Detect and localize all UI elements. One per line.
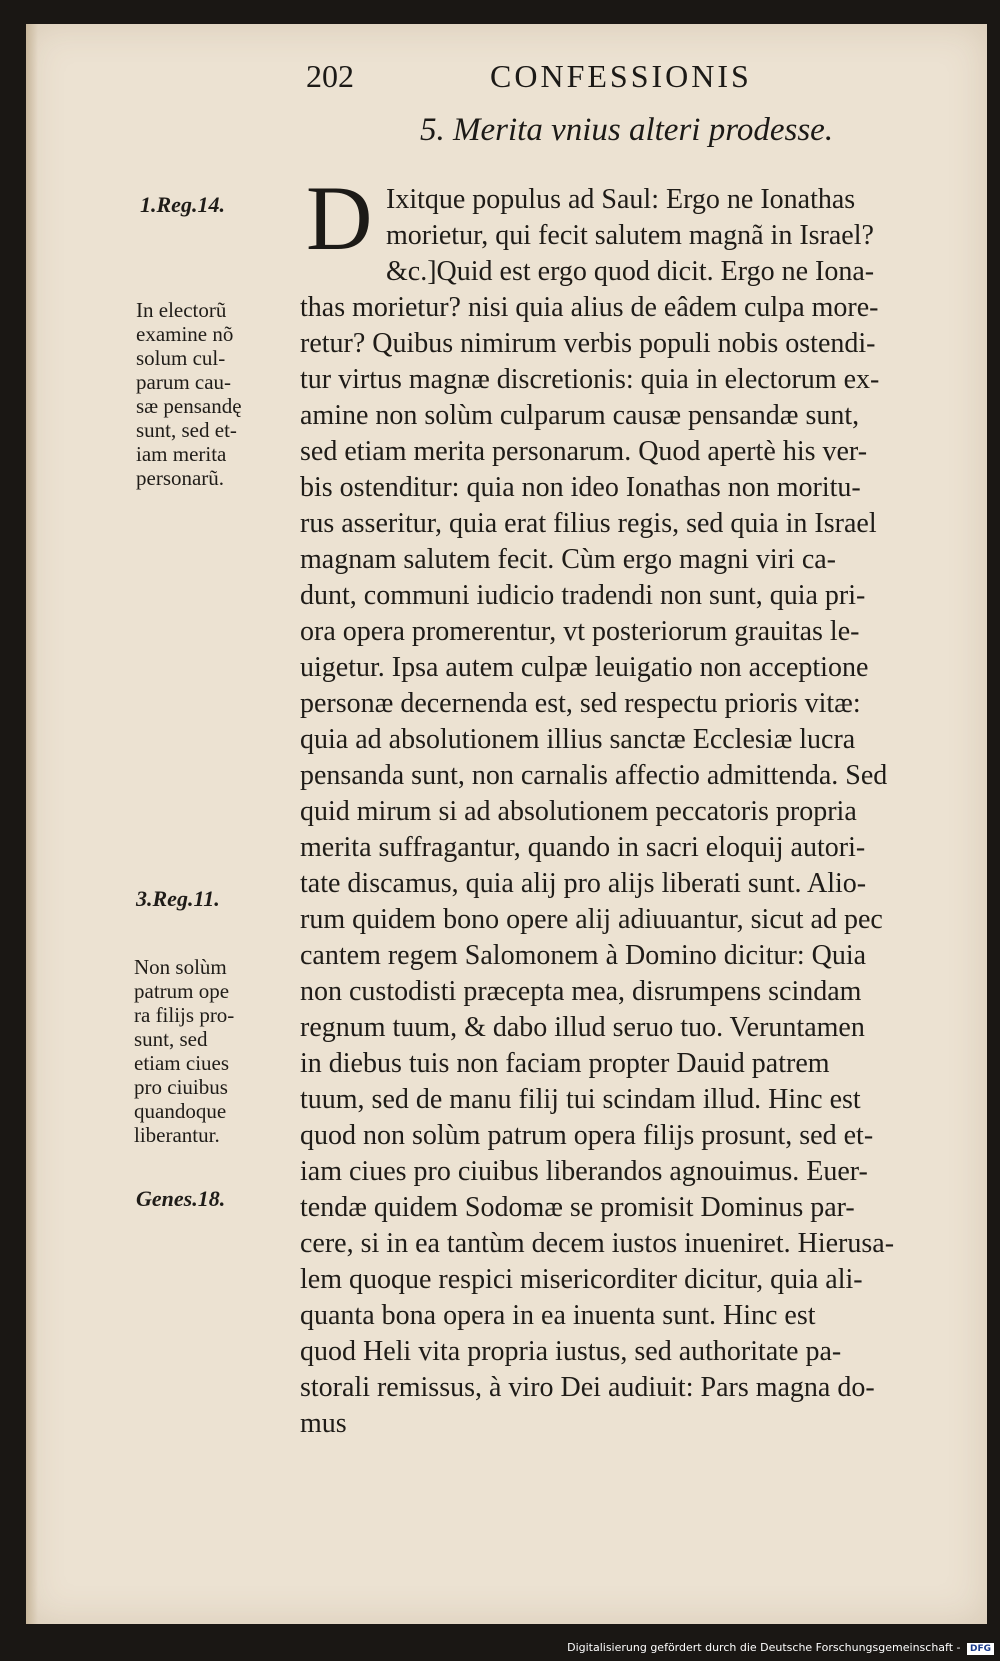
digitization-credit xyxy=(567,1641,994,1655)
text-line: pensanda sunt, non carnalis affectio admittenda. Sed xyxy=(300,760,888,791)
text-line: Ixitque populus ad Saul: Ergo ne Ionathas xyxy=(386,184,856,215)
text-line: quid mirum si ad absolutionem peccatoris propria xyxy=(300,796,857,827)
margin-reference-3 xyxy=(136,1186,225,1212)
text-line: quanta bona opera in ea inuenta sunt. Hinc est xyxy=(300,1300,816,1331)
text-line: quod non solùm patrum opera filijs prosunt, sed et- xyxy=(300,1120,874,1151)
margin-note-line: iam merita xyxy=(136,442,227,466)
text-line: uigetur. Ipsa autem culpæ leuigatio non acceptione xyxy=(300,652,869,683)
text-line: morietur, qui fecit salutem magnã in Israel? xyxy=(386,220,874,251)
text-line: rus asseritur, quia erat filius regis, sed quia in Israel xyxy=(300,508,877,539)
page-header xyxy=(0,58,1000,102)
margin-note-line: sæ pensandę xyxy=(136,394,242,418)
text-line: rum quidem bono opere alij adiuuantur, sicut ad pec xyxy=(300,904,883,935)
text-line: quia ad absolutionem illius sanctæ Ecclesiæ lucra xyxy=(300,724,856,755)
margin-note-line: patrum ope xyxy=(134,979,230,1003)
text-line: sed etiam merita personarum. Quod apertè his ver- xyxy=(300,436,868,467)
text-line: non custodisti præcepta mea, disrumpens scindam xyxy=(300,976,862,1007)
text-line: magnam salutem fecit. Cùm ergo magni viri ca- xyxy=(300,544,836,575)
text-line: cantem regem Salomonem à Domino dicitur: Quia xyxy=(300,940,867,971)
text-line: dunt, communi iudicio tradendi non sunt, quia pri- xyxy=(300,580,866,611)
page-gutter-shadow xyxy=(26,24,38,1624)
margin-note-line: liberantur. xyxy=(134,1123,220,1147)
margin-note-line: Non solùm xyxy=(134,955,227,979)
text-line: tate discamus, quia alij pro alijs liberati sunt. Alio- xyxy=(300,868,867,899)
margin-reference-2-text: 3.Reg.11. xyxy=(136,886,220,911)
running-title: CONFESSIONIS xyxy=(490,58,752,94)
text-line: regnum tuum, & dabo illud seruo tuo. Veruntamen xyxy=(300,1012,865,1043)
margin-note-line: sunt, sed et- xyxy=(136,418,237,442)
drop-cap-initial: D xyxy=(306,167,373,269)
text-line: merita suffragantur, quando in sacri eloquij autori- xyxy=(300,832,866,863)
margin-note-2 xyxy=(134,955,234,1147)
text-line: lem quoque respici misericorditer dicitur, quia ali- xyxy=(300,1264,863,1295)
text-line: amine non solùm culparum causæ pensandæ sunt, xyxy=(300,400,860,431)
text-line: mus xyxy=(300,1408,347,1439)
margin-reference-3-text: Genes.18. xyxy=(136,1186,226,1211)
page-number: 202 xyxy=(306,58,354,94)
text-line: quod Heli vita propria iustus, sed authoritate pa- xyxy=(300,1336,842,1367)
margin-note-line: In electorũ xyxy=(136,298,227,322)
text-line: ora opera promerentur, vt posteriorum grauitas le- xyxy=(300,616,860,647)
text-line: iam ciues pro ciuibus liberandos agnouimus. Euer- xyxy=(300,1156,868,1187)
text-line: bis ostenditur: quia non ideo Ionathas non moritu- xyxy=(300,472,861,503)
margin-note-line: solum cul- xyxy=(136,346,226,370)
margin-note-line: sunt, sed xyxy=(134,1027,208,1051)
text-line: storali remissus, à viro Dei audiuit: Pars magna do- xyxy=(300,1372,875,1403)
dfg-logo: DFG xyxy=(967,1643,994,1655)
text-line: &c.]Quid est ergo quod dicit. Ergo ne Iona- xyxy=(386,256,875,287)
margin-note-1 xyxy=(136,298,242,490)
text-line: tur virtus magnæ discretionis: quia in electorum ex- xyxy=(300,364,880,395)
text-line: tendæ quidem Sodomæ se promisit Dominus par- xyxy=(300,1192,855,1223)
margin-note-line: personarũ. xyxy=(136,466,225,490)
margin-reference-2 xyxy=(136,886,220,912)
text-line: tuum, sed de manu filij tui scindam illud. Hinc est xyxy=(300,1084,861,1115)
text-line: retur? Quibus nimirum verbis populi nobis ostendi- xyxy=(300,328,876,359)
section-heading: 5. Merita vnius alteri prodesse. xyxy=(420,112,834,148)
body-text xyxy=(300,182,966,1442)
margin-note-line: etiam ciues xyxy=(134,1051,230,1075)
text-line: in diebus tuis non faciam propter Dauid patrem xyxy=(300,1048,830,1079)
text-line: personæ decernenda est, sed respectu prioris vitæ: xyxy=(300,688,861,719)
margin-note-line: examine nõ xyxy=(136,322,234,346)
margin-note-line: quandoque xyxy=(134,1099,227,1123)
text-line: thas morietur? nisi quia alius de eâdem culpa more- xyxy=(300,292,879,323)
margin-reference-1-text: 1.Reg.14. xyxy=(140,192,225,217)
margin-note-line: parum cau- xyxy=(136,370,232,394)
margin-reference-1 xyxy=(140,192,225,218)
text-line: cere, si in ea tantùm decem iustos inueniret. Hierusa- xyxy=(300,1228,895,1259)
digitization-credit-text: Digitalisierung gefördert durch die Deutsche Forschungsgemeinschaft - xyxy=(567,1641,961,1654)
margin-note-line: pro ciuibus xyxy=(134,1075,228,1099)
margin-note-line: ra filijs pro- xyxy=(134,1003,235,1027)
